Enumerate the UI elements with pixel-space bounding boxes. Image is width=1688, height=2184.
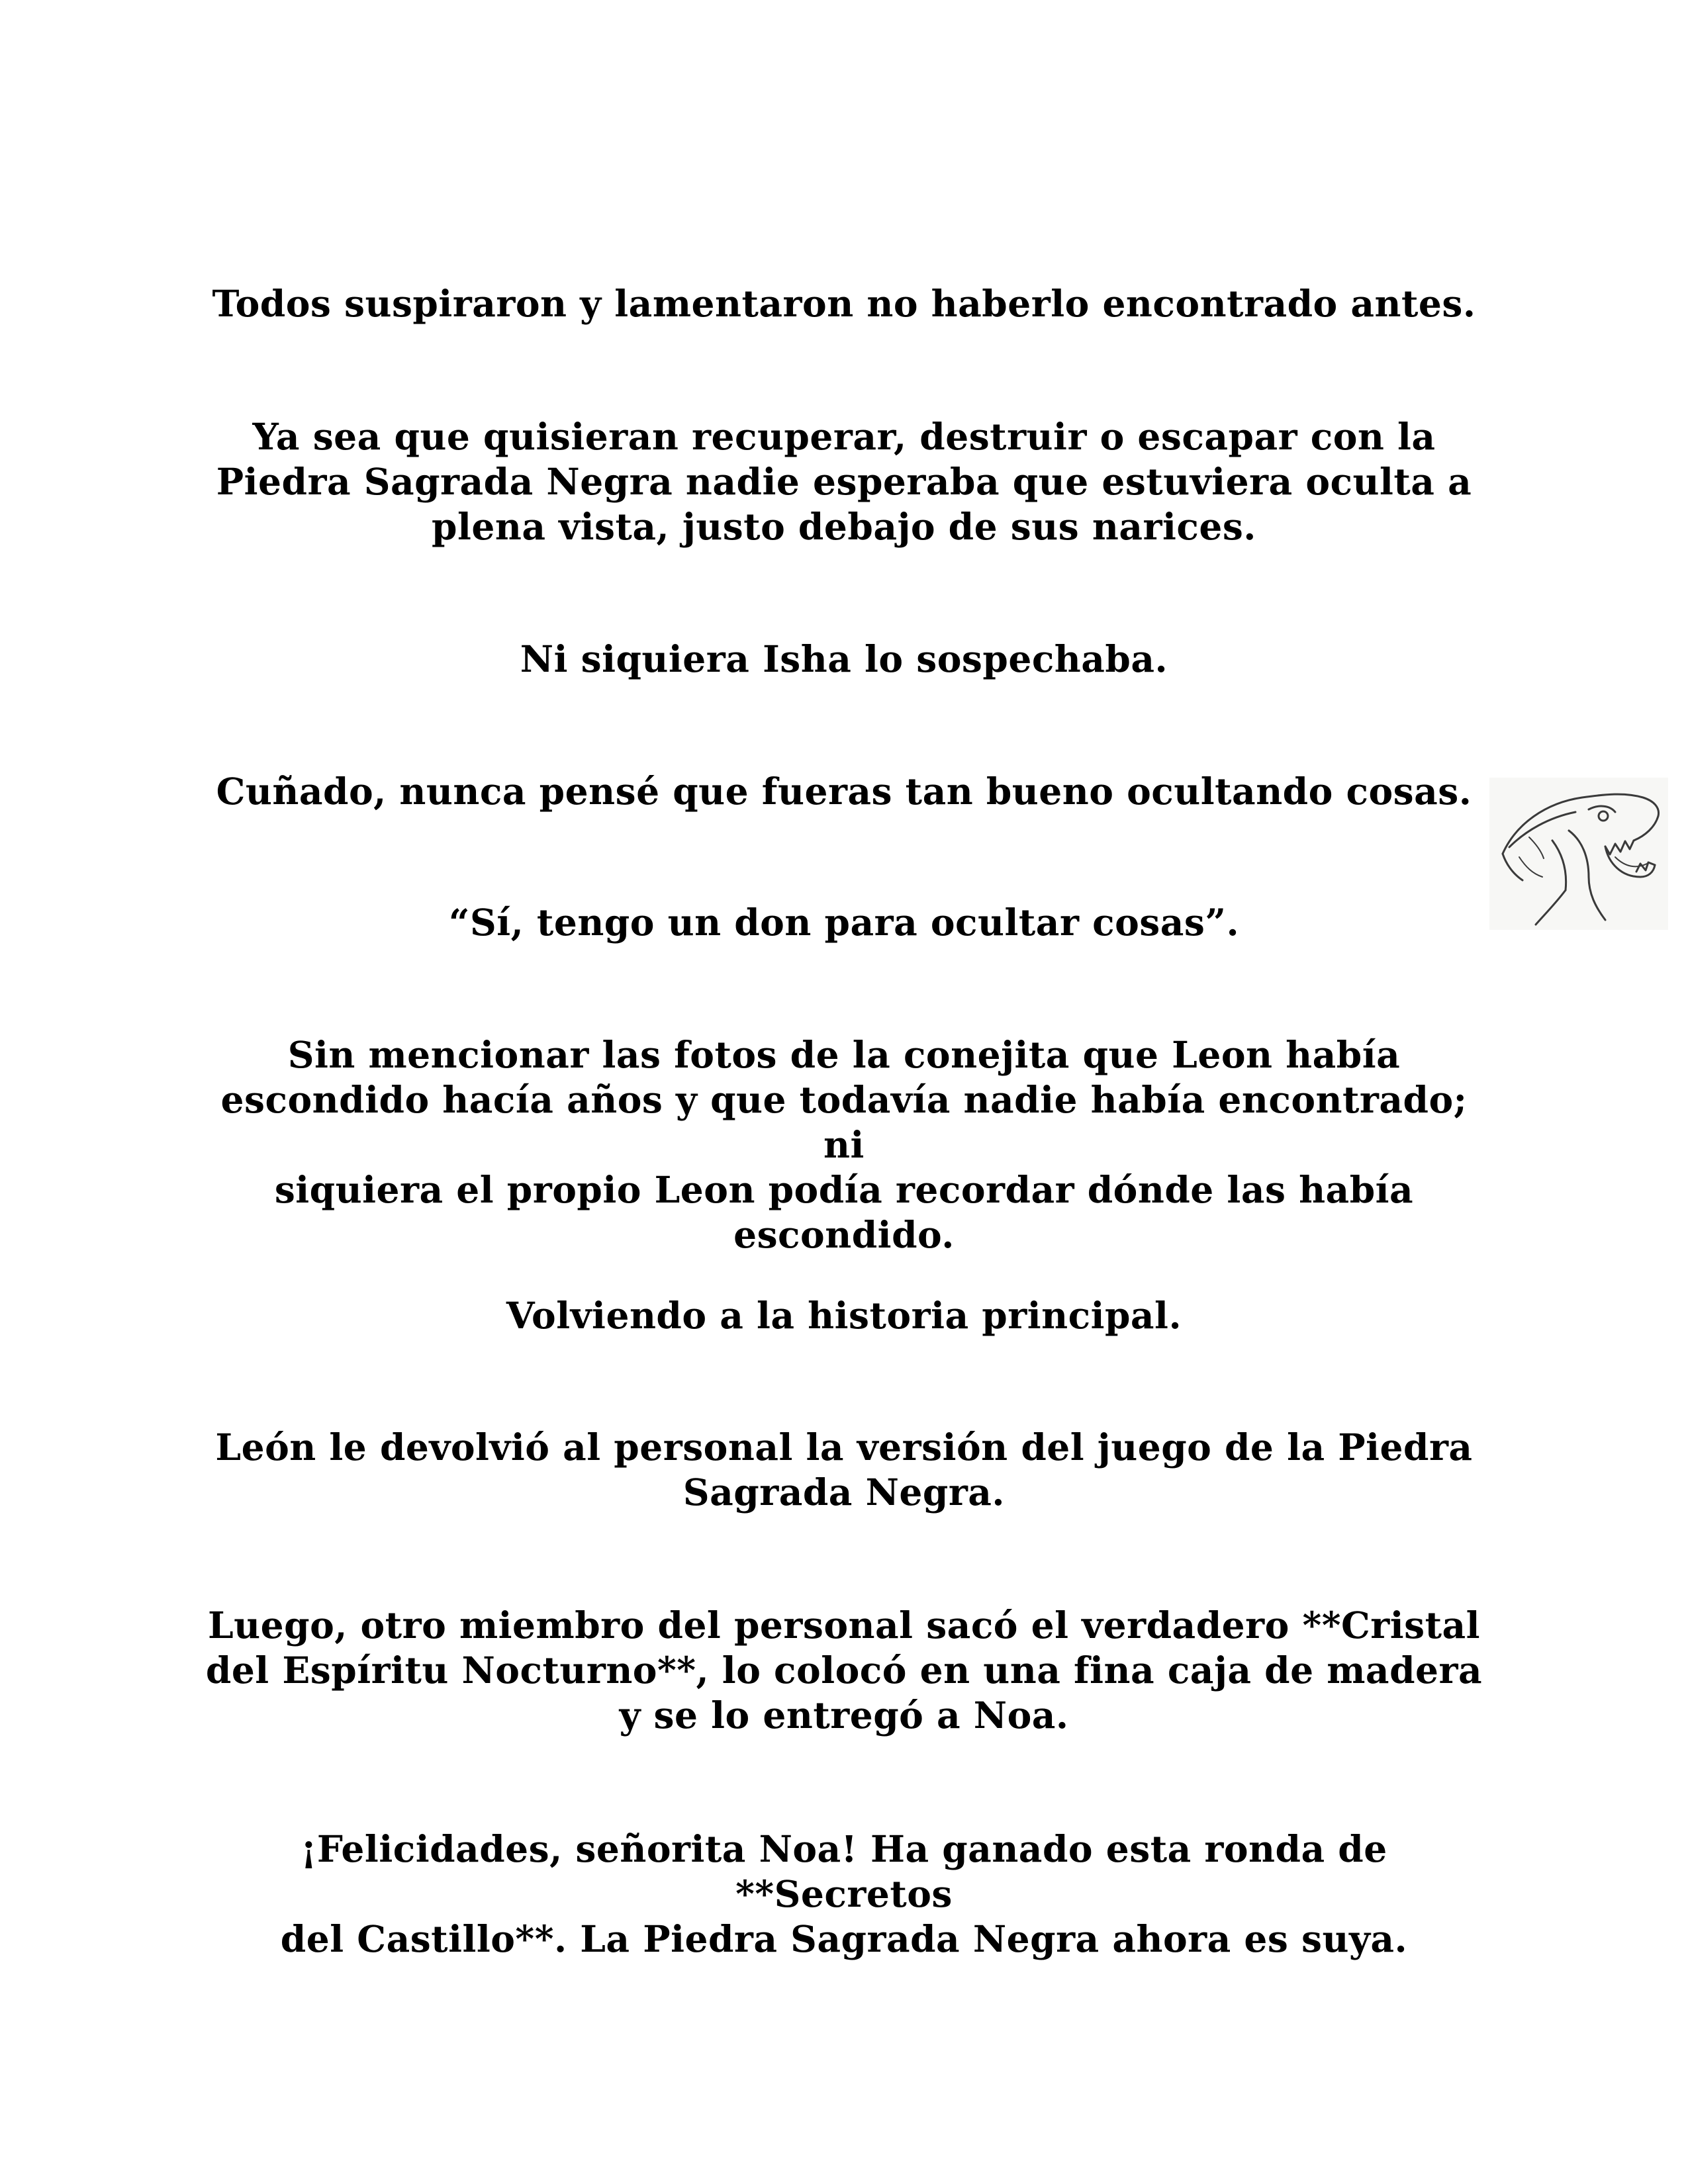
paragraph-2: Ya sea que quisieran recuperar, destruir o escapar con la Piedra Sagrada Negra nadie esperaba que estuviera oculta a plena vista, justo debajo de sus narices. xyxy=(216,415,1472,548)
paragraph-8: León le devolvió al personal la versión del juego de la Piedra Sagrada Negra. xyxy=(215,1426,1473,1514)
paragraph-7: Volviendo a la historia principal. xyxy=(506,1294,1182,1337)
paragraph-9: Luego, otro miembro del personal sacó el verdadero **Cristal del Espíritu Nocturno**, lo colocó en una fina caja de madera y se lo entregó a Noa. xyxy=(205,1604,1483,1737)
paragraph-4: Cuñado, nunca pensé que fueras tan bueno ocultando cosas. xyxy=(216,770,1472,813)
dinosaur-sketch-icon xyxy=(1489,778,1668,930)
paragraph-5: “Sí, tengo un don para ocultar cosas”. xyxy=(448,901,1240,944)
paragraph-1: Todos suspiraron y lamentaron no haberlo encontrado antes. xyxy=(212,282,1476,325)
paragraph-3: Ni siquiera Isha lo sospechaba. xyxy=(520,637,1168,680)
paragraph-6: Sin mencionar las fotos de la conejita que Leon había escondido hacía años y que todavía nadie había encontrado; ni siquiera el propio Leon podía recordar dónde las había escondido. xyxy=(220,1033,1468,1256)
paragraph-10: ¡Felicidades, señorita Noa! Ha ganado esta ronda de **Secretos del Castillo**. La Piedra Sagrada Negra ahora es suya. xyxy=(280,1827,1408,1960)
